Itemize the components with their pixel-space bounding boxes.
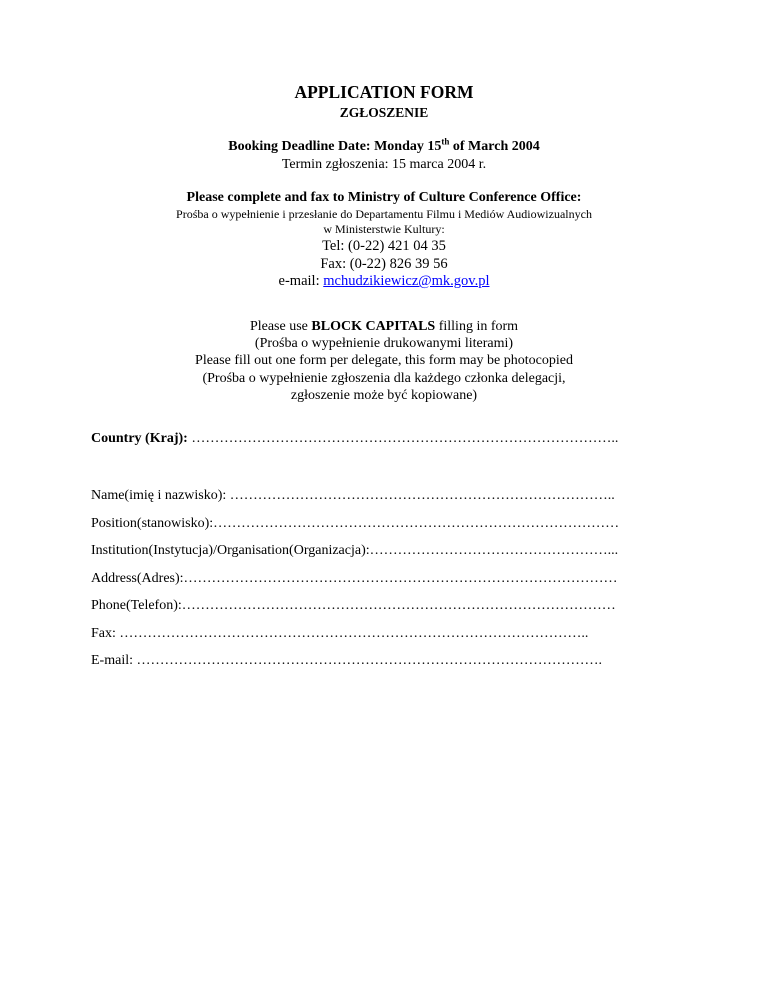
email-field-dots: ………………………………………………………………………………………. (133, 653, 602, 668)
position-label: Position(stanowisko): (91, 516, 214, 531)
deadline-prefix: Booking Deadline Date: Monday 15 (228, 139, 442, 154)
deadline-polish: Termin zgłoszenia: 15 marca 2004 r. (281, 157, 487, 172)
name-label: Name(imię i nazwisko): (91, 488, 227, 503)
contact-heading: Please complete and fax to Ministry of Culture Conference Office: (186, 190, 582, 205)
country-label: Country (Kraj): (91, 431, 188, 446)
instruction-line-4: (Prośba o wypełnienie zgłoszenia dla każdego członka delegacji, (202, 370, 566, 386)
name-field[interactable] (91, 487, 679, 505)
deadline-suffix: of March 2004 (449, 139, 540, 154)
country-field[interactable] (91, 430, 679, 448)
address-field[interactable] (91, 570, 679, 588)
position-dots: …………………………………………………………………………… (213, 516, 620, 531)
contact-tel: Tel: (0-22) 421 04 35 (322, 238, 446, 254)
instructions (0, 318, 768, 404)
address-label: Address(Adres): (91, 571, 184, 586)
institution-label: Institution(Instytucja)/Organisation(Organizacja): (91, 543, 370, 558)
fax-field[interactable] (91, 625, 679, 643)
instruction-line-3: Please fill out one form per delegate, this form may be photocopied (195, 353, 573, 369)
instruction-line-2: (Prośba o wypełnienie drukowanymi literami) (254, 336, 514, 352)
form-title: APPLICATION FORM (294, 82, 474, 102)
email-link[interactable]: mchudzikiewicz@mk.gov.pl (323, 273, 490, 289)
name-dots: ……………………………………………………………………….. (226, 488, 615, 503)
institution-dots: ……………………………………………... (369, 543, 619, 558)
deadline-superscript: th (441, 136, 450, 147)
instruction-line-1-suffix: filling in form (435, 319, 519, 334)
contact-polish-line-1: Prośba o wypełnienie i przesłanie do Departamentu Filmu i Mediów Audiowizualnych (176, 207, 592, 221)
institution-field[interactable] (91, 542, 679, 560)
instruction-line-1 (0, 318, 768, 335)
address-dots: ………………………………………………………………………………… (183, 571, 618, 586)
position-field[interactable] (91, 515, 679, 533)
instruction-line-1-prefix: Please use (249, 319, 312, 334)
instruction-line-5: zgłoszenie może być kopiowane) (290, 387, 478, 403)
phone-dots: ………………………………………………………………………………… (181, 598, 616, 613)
phone-field[interactable] (91, 597, 679, 615)
instruction-block-capitals: BLOCK CAPITALS (311, 319, 436, 334)
fax-label: Fax: (91, 626, 116, 641)
booking-deadline (0, 138, 768, 156)
email-field[interactable] (91, 652, 679, 670)
fax-dots: ……………………………………………………………………………………….. (115, 626, 589, 641)
email-field-label: E-mail: (91, 653, 133, 668)
form-subtitle: ZGŁOSZENIE (339, 105, 429, 120)
phone-label: Phone(Telefon): (91, 598, 182, 613)
country-dots: ……………………………………………………………………………….. (187, 431, 619, 446)
contact-polish-line-2: w Ministerstwie Kultury: (323, 222, 445, 236)
contact-fax: Fax: (0-22) 826 39 56 (320, 255, 448, 272)
email-label: e-mail: (278, 273, 324, 289)
contact-polish (0, 207, 768, 237)
contact-email (0, 273, 768, 291)
